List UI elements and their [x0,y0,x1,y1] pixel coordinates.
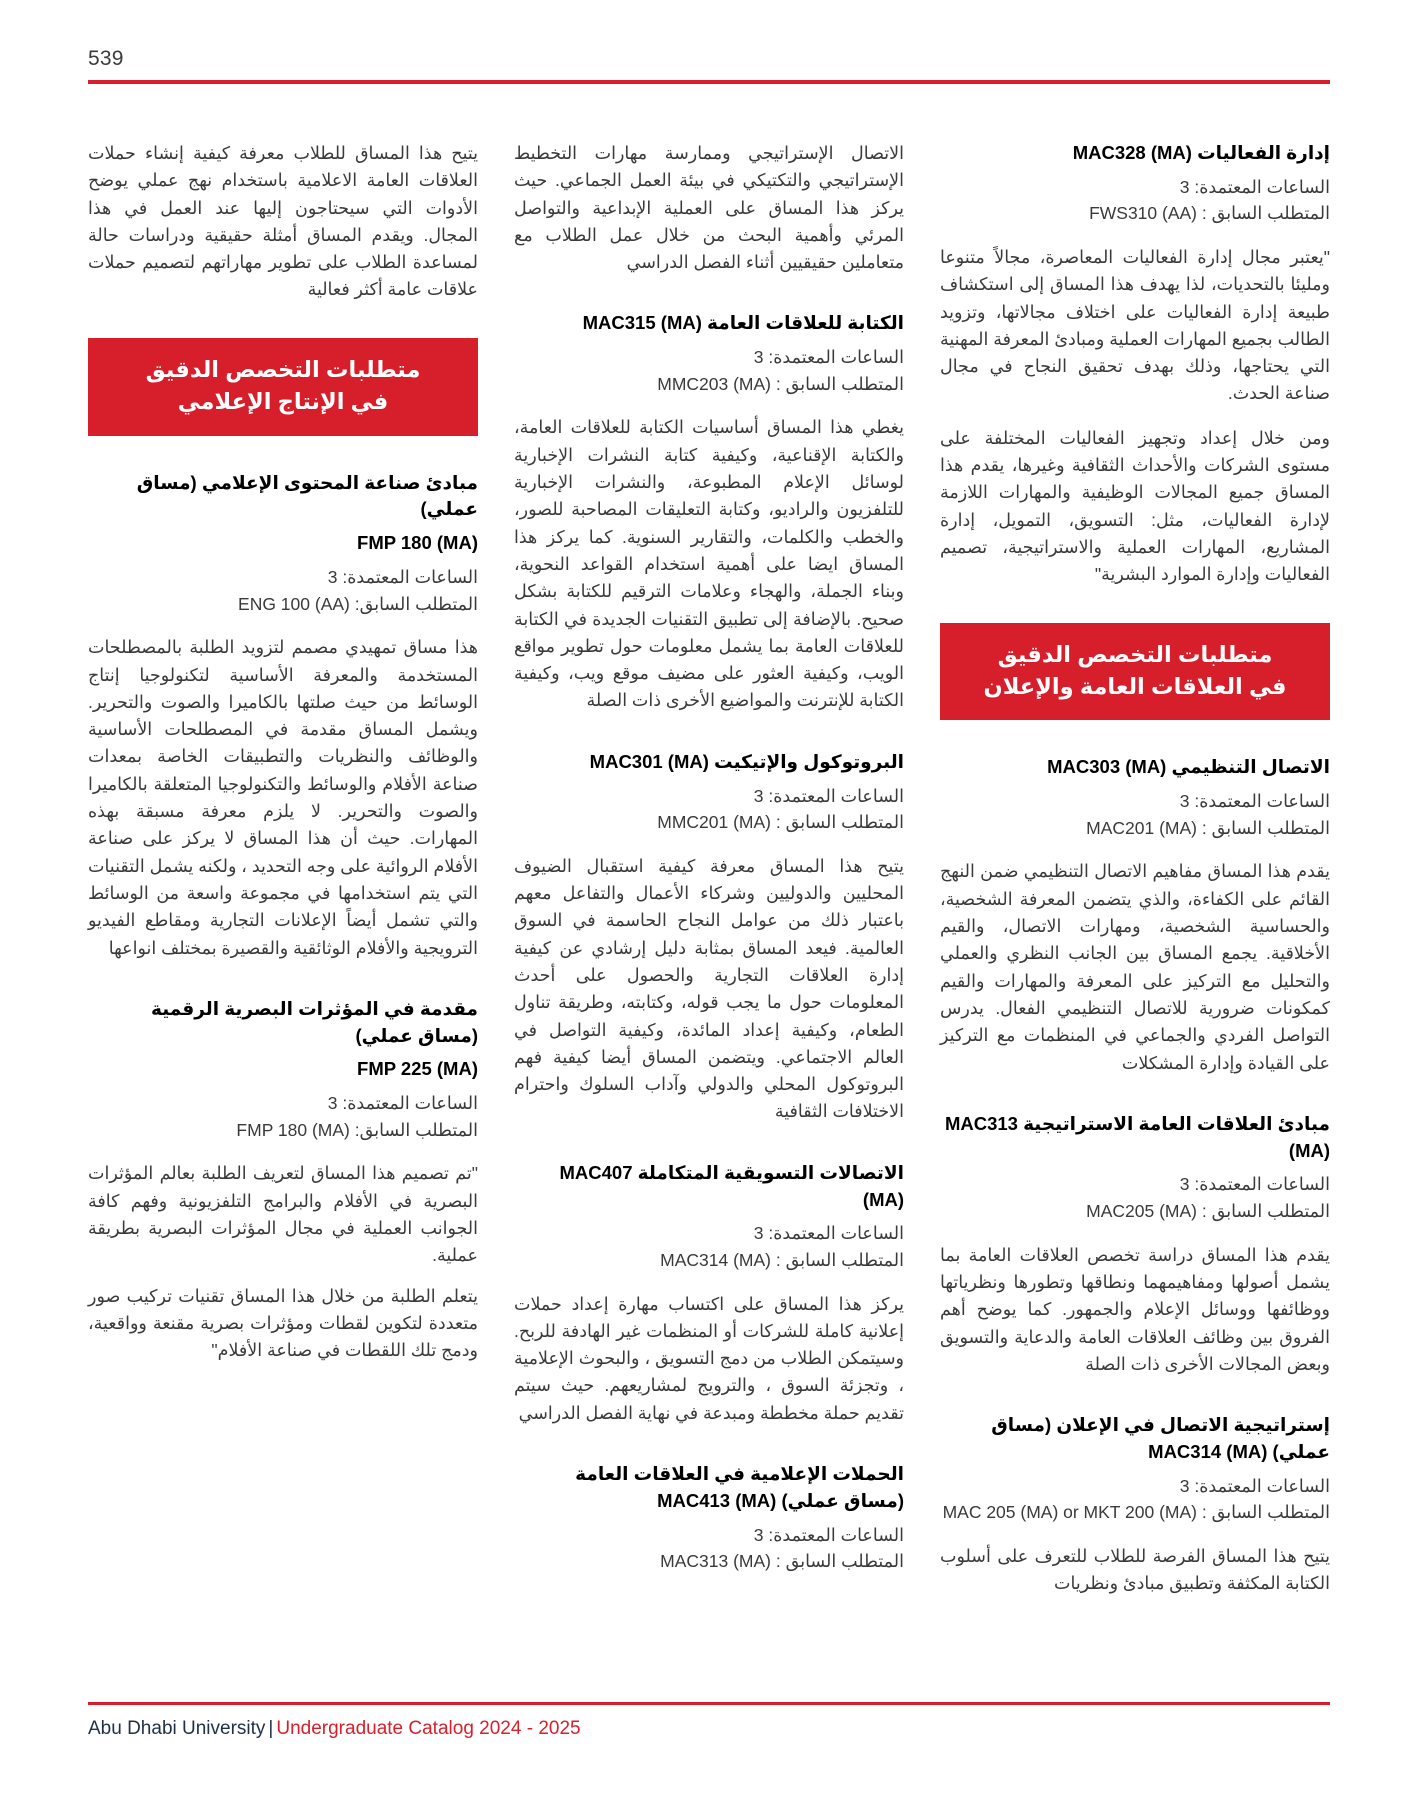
course-code: FMP 180 (MA) [357,532,478,554]
column-container [88,140,1330,1660]
course-credits: الساعات المعتمدة: 3 [327,567,478,588]
footer-divider [88,1702,1330,1705]
footer-text [88,1718,1330,1740]
course-title: الكتابة للعلاقات العامة MAC315 (MA) [582,312,904,334]
right-column [940,140,1330,1598]
left-column [88,140,478,1365]
course-description: الاتصال الإستراتيجي وممارسة مهارات التخطيط الإستراتيجي والتكتيكي في بيئة العمل الجماعي. حيث يركز هذا المساق على العملية الإبداعية والتواصل المرئي وأهمية البحث من خلال عمل الطلاب مع متعاملين حقيقيين أثناء الفصل الدراسي [514,143,904,273]
course-description: يتيح هذا المساق الفرصة للطلاب للتعرف على أسلوب الكتابة المكثفة وتطبيق مبادئ ونظريات [940,1545,1330,1594]
course-description: يركز هذا المساق على اكتساب مهارة إعداد حملات إعلانية كاملة للشركات أو المنظمات غير الهادفة للربح. وسيتمكن الطلاب من دمج التسويق ، والبحوث الإعلامية ، وتجزئة السوق ، والترويج لمشاريعهم. حيث سيتم تقديم حملة مخططة ومبدعة في نهاية الفصل الدراسي [514,1293,904,1423]
course-credits: الساعات المعتمدة: 3 [327,1093,478,1114]
course-prerequisite: المتطلب السابق : MAC 205 (MA) or MKT 200 (MA) [942,1502,1330,1523]
course-prerequisite: المتطلب السابق: ENG 100 (AA) [238,593,478,614]
course-credits: الساعات المعتمدة: 3 [753,1524,904,1545]
course-prerequisite: المتطلب السابق : MAC201 (MA) [1086,817,1330,838]
page-number: 539 [88,47,124,70]
course-description: "تم تصميم هذا المساق لتعريف الطلبة بعالم المؤثرات البصرية في الأفلام والبرامج التلفزيونية وفهم كافة الجوانب العملية في مجال المؤثرات البصرية بطريقة عملية. [88,1163,478,1266]
course-credits: الساعات المعتمدة: 3 [753,347,904,368]
middle-column [514,140,904,1575]
course-credits: الساعات المعتمدة: 3 [1179,176,1330,197]
course-entry [514,310,904,714]
course-prerequisite: المتطلب السابق : MAC314 (MA) [660,1249,904,1270]
course-credits: الساعات المعتمدة: 3 [1179,1174,1330,1195]
course-description: يقدم هذا المساق دراسة تخصص العلاقات العامة بما يشمل أصولها ومفاهيمهما ونطاقها وتطورها ونظرياتها ووظائفها ووسائل الإعلام والجمهور. كما يوضح أهم الفروق بين وظائف العلاقات العامة والدعاية والتسويق وبعض المجالات الأخرى ذات الصلة [940,1244,1330,1374]
course-entry [88,996,478,1365]
course-entry [940,1412,1330,1597]
course-code: FMP 225 (MA) [357,1058,478,1080]
section-banner-media-production [88,338,478,436]
section-banner-line-1: متطلبات التخصص الدقيق [145,356,421,382]
course-title: مقدمة في المؤثرات البصرية الرقمية (مساق عملي) [150,997,478,1046]
course-description: يتيح هذا المساق للطلاب معرفة كيفية إنشاء حملات العلاقات العامة الاعلامية باستخدام نهج عملي يوضح الأدوات التي سيحتاجون إليها عند العمل في هذا المجال. ويقدم المساق أمثلة حقيقية ودراسات حالة لمساعدة الطلاب على تطوير مهاراتهم لتصميم حملات علاقات عامة أكثر فعالية [88,143,478,300]
course-prerequisite: المتطلب السابق: FMP 180 (MA) [236,1119,478,1140]
course-prerequisite: المتطلب السابق : MMC201 (MA) [657,812,904,833]
course-entry [940,140,1330,589]
course-description: هذا مساق تمهيدي مصمم لتزويد الطلبة بالمصطلحات المستخدمة والمعرفة الأساسية لتكنولوجيا إنتاج الوسائط من حيث صلتها بالكاميرا والصوت والتحرير. ويشمل المساق مقدمة في المصطلحات الأساسية والوظائف والنظريات والتطبيقات الخاصة بمعدات صناعة الأفلام والوسائط والتكنولوجيا المتعلقة بالكاميرا والصوت والتحرير. لا يلزم معرفة مسبقة بهذه المهارات. حيث أن هذا المساق لا يركز على صناعة الأفلام الروائية على وجه التحديد ، ولكنه يشمل التقنيات التي يتم استخدامها في مجموعة واسعة من الوسائط والتي تشمل أيضاً الإعلانات التجارية ومقاطع الفيديو الترويجية والأفلام الوثائقية والقصيرة بمختلف انواعها [88,637,478,958]
course-prerequisite: المتطلب السابق : MMC203 (MA) [657,373,904,394]
course-entry [88,470,478,962]
course-title: الحملات الإعلامية في العلاقات العامة (مساق عملي) MAC413 (MA) [575,1463,904,1511]
section-banner-public-relations [940,623,1330,721]
page-header [88,48,1330,84]
section-banner-line-1: متطلبات التخصص الدقيق [997,641,1273,667]
continued-paragraph-entry [88,140,478,304]
course-description: "يعتبر مجال إدارة الفعاليات المعاصرة، مجالاً متنوعا ومليئا بالتحديات، لذا يهدف هذا المساق إلى استكشاف طبيعة إدارة الفعاليات على اختلاف مجالاتها، وتزويد الطالب بجميع المهارات العملية ومبادئ المعرفة المهنية التي يحتاجها، وذلك بهدف تحقيق النجاح في مجال صناعة الحدث. [940,247,1330,404]
page-footer [88,1702,1330,1740]
course-entry [940,1111,1330,1378]
course-title: البروتوكول والإتيكيت MAC301 (MA) [589,750,904,772]
header-divider [88,80,1330,84]
section-banner-line-2: في العلاقات العامة والإعلان [983,673,1287,699]
course-entry [940,754,1330,1076]
course-description: ومن خلال إعداد وتجهيز الفعاليات المختلفة على مستوى الشركات والأحداث الثقافية وغيرها، يقدم هذا المساق جميع المجالات الوظيفية والمهارات اللازمة لإدارة الفعاليات، مثل: التسويق، التمويل، إدارة المشاريع، المهارات العملية والاستراتيجية، تصميم الفعاليات وإدارة الموارد البشرية" [940,427,1330,585]
section-banner-line-2: في الإنتاج الإعلامي [177,388,389,414]
course-description: يتعلم الطلبة من خلال هذا المساق تقنيات تركيب صور متعددة لتكوين لقطات ومؤثرات بصرية مقنعة وواقعية، ودمج تلك اللقطات في صناعة الأفلام" [88,1285,478,1361]
course-prerequisite: المتطلب السابق : FWS310 (AA) [1089,203,1330,224]
course-credits: الساعات المعتمدة: 3 [753,785,904,806]
footer-university-name: Abu Dhabi University [88,1718,266,1739]
course-entry [514,1461,904,1575]
course-prerequisite: المتطلب السابق : MAC205 (MA) [1086,1201,1330,1222]
course-title: إستراتيجية الاتصال في الإعلان (مساق عملي) MAC314 (MA) [991,1414,1330,1462]
footer-catalog-name: Undergraduate Catalog 2024 - 2025 [276,1718,581,1739]
course-description: يتيح هذا المساق معرفة كيفية استقبال الضيوف المحليين والدوليين وشركاء الأعمال والتفاعل معهم باعتبار ذلك من عوامل النجاح الحاسمة في السوق العالمية. فيعد المساق بمثابة دليل إرشادي عن كيفية إدارة العلاقات التجارية والحصول على أحدث المعلومات حول ما يجب قوله، وكتابته، وطريقة تناول الطعام، وكيفية إعداد المائدة، وكيفية التواصل في العالم الاجتماعي. ويتضمن المساق أيضا كيفية فهم البروتوكول المحلي والدولي وآداب السلوك واحترام الاختلافات الثقافية [514,855,904,1122]
course-credits: الساعات المعتمدة: 3 [1179,1475,1330,1496]
course-entry [514,1160,904,1427]
continued-paragraph-entry [514,140,904,276]
course-title: مبادئ العلاقات العامة الاستراتيجية MAC313 (MA) [944,1112,1330,1161]
course-entry [514,749,904,1126]
course-title: الاتصال التنظيمي MAC303 (MA) [1047,756,1330,778]
course-credits: الساعات المعتمدة: 3 [753,1223,904,1244]
course-title: إدارة الفعاليات MAC328 (MA) [1072,142,1330,163]
course-title: الاتصالات التسويقية المتكاملة MAC407 (MA) [559,1161,904,1210]
course-description: يغطي هذا المساق أساسيات الكتابة للعلاقات العامة، والكتابة الإقناعية، وكيفية كتابة النشرات الإخبارية لوسائل الإعلام المطبوعة، والنشرات الإخبارية للتلفزيون والراديو، وكتابة التعليقات المصاحبة للصور، والخطب والكلمات، والتقارير السنوية. كما يركز هذا المساق ايضا على أهمية استخدام القواعد النحوية، وبناء الجملة، والهجاء وعلامات الترقيم للكتابة بشكل صحيح. بالإضافة إلى تطبيق التقنيات الجديدة في الكتابة للعلاقات العامة بما يشمل معلومات حول تطوير مواقع الويب، وكيفية العثور على مضيف موقع ويب، وكيفية الكتابة للإنترنت والمواضيع الأخرى ذات الصلة [514,417,905,711]
course-title: مبادئ صناعة المحتوى الإعلامي (مساق عملي) [136,471,478,520]
course-prerequisite: المتطلب السابق : MAC313 (MA) [660,1551,904,1572]
footer-separator: | [268,1718,274,1739]
course-credits: الساعات المعتمدة: 3 [1179,791,1330,812]
course-description: يقدم هذا المساق مفاهيم الاتصال التنظيمي ضمن النهج القائم على الكفاءة، والذي يتضمن المعرفة الشخصية، والحساسية الشخصية، ومهارات الاتصال، والقيم الأخلاقية. يجمع المساق بين الجانب النظري والعملي والتحليل مع التركيز على المعرفة والمهارات والقيم كمكونات ضرورية للاتصال التنظيمي الفعال. يدرس التواصل الفردي والجماعي في المنظمات مع التركيز على القيادة وإدارة المشكلات [940,861,1330,1073]
